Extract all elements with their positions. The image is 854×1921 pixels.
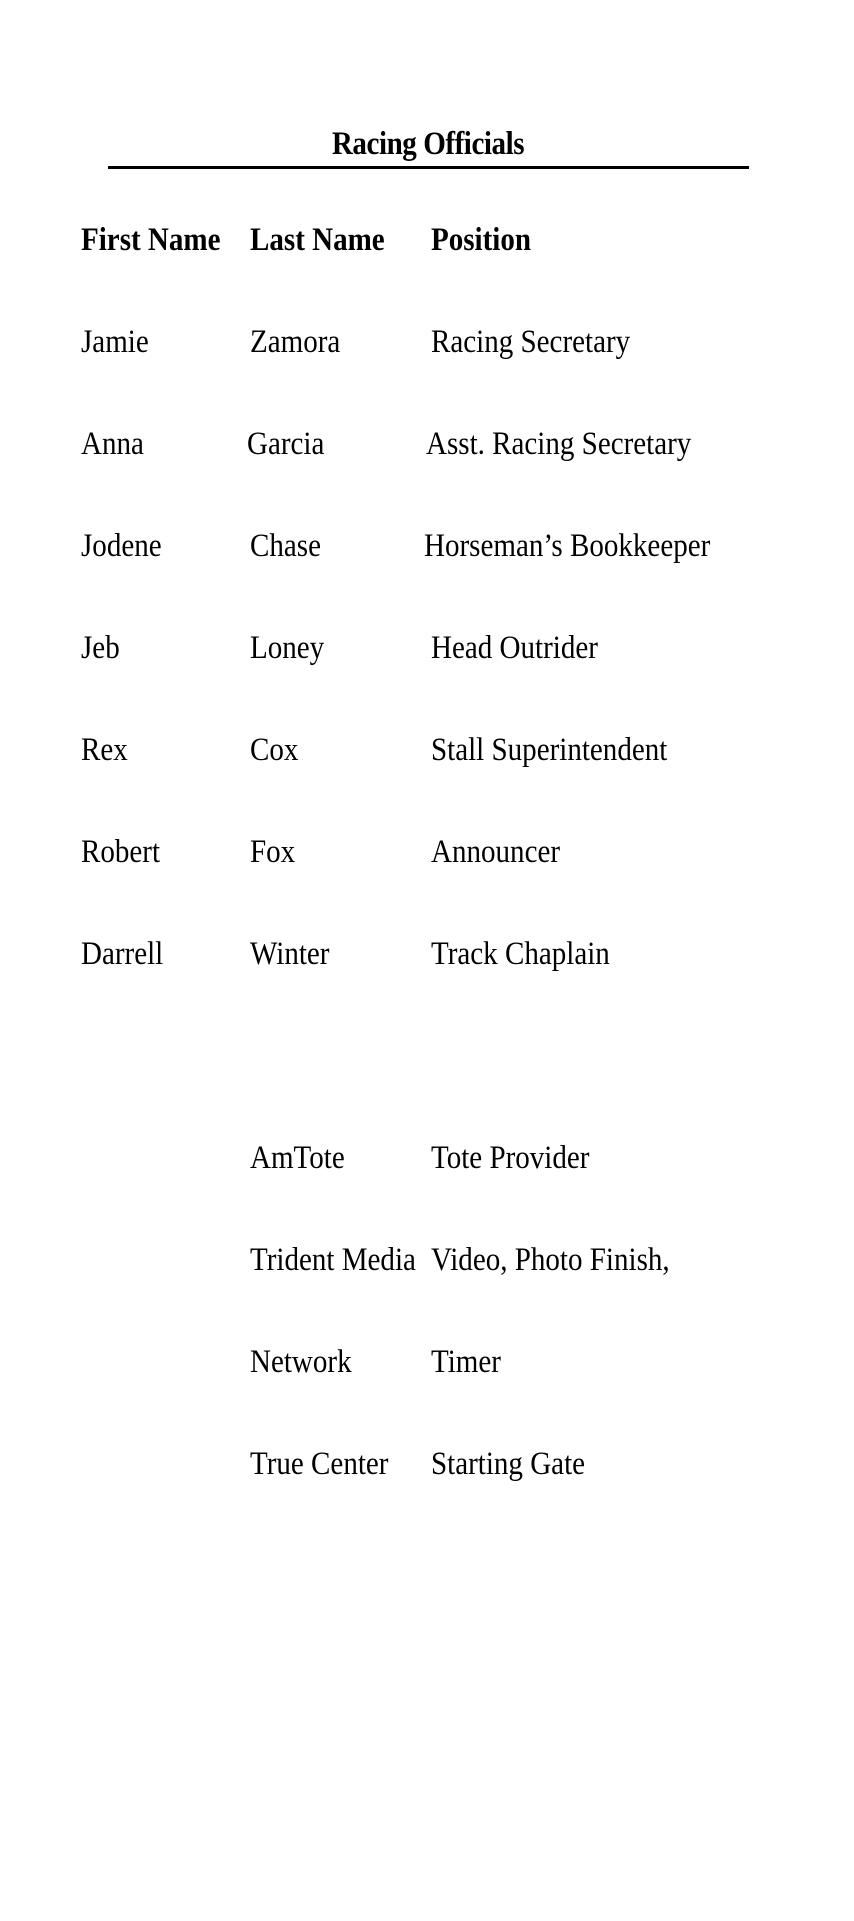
- official-first-name: Rex: [81, 732, 128, 768]
- official-first-name: Jodene: [81, 528, 162, 564]
- official-position: Horseman’s Bookkeeper: [424, 528, 711, 564]
- official-first-name: Jamie: [81, 324, 149, 360]
- official-position: Asst. Racing Secretary: [426, 426, 692, 462]
- header-first-name: First Name: [81, 222, 221, 258]
- title-underline: [108, 166, 749, 169]
- provider-service: Tote Provider: [431, 1140, 590, 1176]
- official-position: Racing Secretary: [431, 324, 631, 360]
- provider-service: Video, Photo Finish,: [431, 1242, 670, 1278]
- provider-name: Trident Media: [250, 1242, 416, 1278]
- official-last-name: Garcia: [247, 426, 325, 462]
- provider-name: Network: [250, 1344, 352, 1380]
- official-position: Track Chaplain: [431, 936, 610, 972]
- official-last-name: Cox: [250, 732, 299, 768]
- provider-service: Starting Gate: [431, 1446, 586, 1482]
- official-first-name: Anna: [81, 426, 144, 462]
- official-first-name: Jeb: [81, 630, 120, 666]
- official-position: Head Outrider: [431, 630, 598, 666]
- official-last-name: Chase: [250, 528, 321, 564]
- provider-name: AmTote: [250, 1140, 345, 1176]
- official-last-name: Loney: [250, 630, 325, 666]
- official-last-name: Zamora: [250, 324, 341, 360]
- page-title: Racing Officials: [331, 126, 525, 162]
- header-position: Position: [431, 222, 532, 258]
- official-first-name: Darrell: [81, 936, 164, 972]
- official-position: Announcer: [431, 834, 561, 870]
- official-first-name: Robert: [81, 834, 161, 870]
- official-last-name: Fox: [250, 834, 296, 870]
- official-last-name: Winter: [250, 936, 330, 972]
- header-last-name: Last Name: [250, 222, 385, 258]
- provider-service: Timer: [431, 1344, 501, 1380]
- official-position: Stall Superintendent: [431, 732, 668, 768]
- provider-name: True Center: [250, 1446, 389, 1482]
